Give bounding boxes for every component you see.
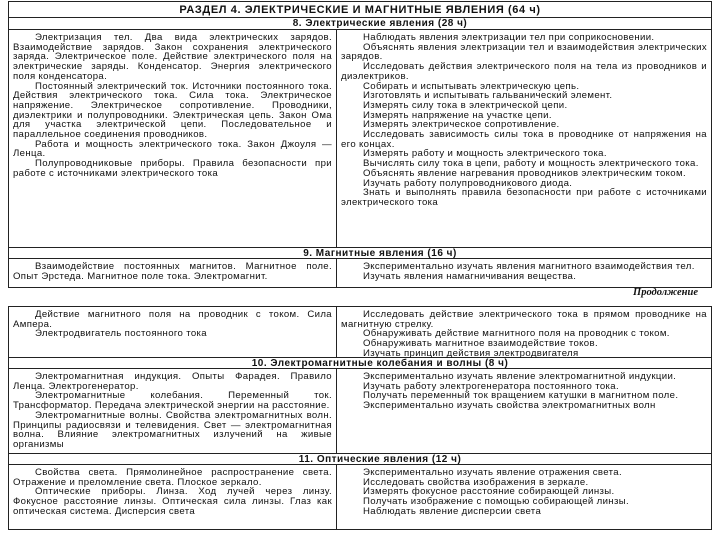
paragraph: Изучать принцип действия электродвигателя	[363, 347, 579, 359]
paragraph: Действие магнитного поля на проводник с током. Сила Ампера.	[13, 309, 332, 330]
topic-11-row	[9, 465, 711, 529]
continuation-label: Продолжение	[633, 287, 698, 298]
paragraph: Измерять фокусное расстояние собирающей линзы.	[363, 486, 615, 498]
paragraph: Наблюдать явление дисперсии света	[363, 505, 542, 517]
paragraph: Изучать работу электрогенератора постоянного тока.	[363, 380, 619, 392]
paragraph: Изучать явления намагничивания вещества.	[363, 270, 577, 282]
paragraph: Электризация тел. Два вида электрических зарядов. Взаимодействие зарядов. Закон сохранения электрического заряда. Электрическое поле. Действие электрического поля на электрические заряды. Конденсатор. Энергия электрического поля конденсатора.	[13, 32, 332, 82]
content-column	[9, 259, 337, 287]
topic-10-row	[9, 369, 711, 453]
paragraph: Электромагнитная индукция. Опыты Фарадея. Правило Ленца. Электрогенератор.	[13, 371, 332, 392]
topic-9-row	[9, 259, 711, 287]
paragraph: Получать переменный ток вращением катушки в магнитном поле.	[363, 390, 679, 402]
paragraph: Исследовать действия электрического поля на тела из проводников и диэлектриков.	[341, 61, 707, 82]
paragraph: Обнаруживать действие магнитного поля на проводник с током.	[363, 328, 670, 340]
paragraph: Наблюдать явления электризации тел при соприкосновении.	[363, 32, 655, 43]
paragraph: Объяснять явление нагревания проводников электрическим током.	[363, 167, 686, 179]
paragraph: Вычислять силу тока в цепи, работу и мощность электрического тока.	[363, 158, 699, 170]
topic-8-header: 8. Электрические явления (28 ч)	[9, 18, 711, 30]
paragraph: Экспериментально изучать явления магнитного взаимодействия тел.	[363, 261, 695, 272]
paragraph: Оптические приборы. Линза. Ход лучей через линзу. Фокусное расстояние линзы. Оптическая сила линзы. Глаз как оптическая система. Дисперсия света	[13, 486, 332, 517]
content-column	[9, 307, 337, 357]
paragraph: Знать и выполнять правила безопасности при работе с источниками электрического тока	[341, 187, 707, 208]
paragraph: Измерять работу и мощность электрического тока.	[363, 148, 607, 160]
paragraph: Исследовать зависимость силы тока в проводнике от напряжения на его концах.	[341, 129, 707, 150]
table-part-2	[8, 306, 712, 530]
paragraph: Измерять напряжение на участке цепи.	[363, 109, 552, 121]
activities-column	[337, 369, 711, 453]
paragraph: Экспериментально изучать свойства электромагнитных волн	[363, 400, 656, 412]
paragraph: Свойства света. Прямолинейное распространение света. Отражение и преломление света. Плоское зеркало.	[13, 467, 332, 488]
paragraph: Экспериментально изучать явление отражения света.	[363, 467, 622, 478]
content-column	[9, 465, 337, 529]
content-column	[9, 369, 337, 453]
paragraph: Получать изображение с помощью собирающей линзы.	[363, 496, 629, 508]
activities-column	[337, 307, 711, 357]
paragraph: Взаимодействие постоянных магнитов. Магнитное поле. Опыт Эрстеда. Магнитное поле тока. Электромагнит.	[13, 261, 332, 282]
paragraph: Обнаруживать магнитное взаимодействие токов.	[363, 338, 598, 350]
paragraph: Электромагнитные колебания. Переменный ток. Трансформатор. Передача электрической энергии на расстояние.	[13, 390, 332, 412]
paragraph: Исследовать свойства изображения в зеркале.	[363, 476, 589, 488]
paragraph: Полупроводниковые приборы. Правила безопасности при работе с источниками электрического тока	[13, 158, 332, 179]
topic-10-header: 10. Электромагнитные колебания и волны (8 ч)	[9, 357, 711, 369]
paragraph: Исследовать действие электрического тока в прямом проводнике на магнитную стрелку.	[341, 309, 707, 330]
activities-column	[337, 30, 711, 247]
table-part-1	[8, 1, 712, 288]
paragraph: Электромагнитные волны. Свойства электромагнитных волн. Принципы радиосвязи и телевидения. Свет — электромагнитная волна. Влияние электромагнитных излучений на живые организмы	[13, 409, 332, 450]
topic-9-header: 9. Магнитные явления (16 ч)	[9, 247, 711, 259]
content-column	[9, 30, 337, 247]
paragraph: Измерять электрическое сопротивление.	[363, 119, 560, 131]
topic-9-continued-row	[9, 307, 711, 357]
activities-column	[337, 465, 711, 529]
paragraph: Собирать и испытывать электрическую цепь.	[363, 80, 580, 92]
paragraph: Электродвигатель постоянного тока	[35, 328, 207, 340]
topic-8-row	[9, 30, 711, 247]
section-title: РАЗДЕЛ 4. ЭЛЕКТРИЧЕСКИЕ И МАГНИТНЫЕ ЯВЛЕНИЯ (64 ч)	[9, 2, 711, 18]
activities-column	[337, 259, 711, 287]
paragraph: Работа и мощность электрического тока. Закон Джоуля — Ленца.	[13, 138, 332, 160]
paragraph: Измерять силу тока в электрической цепи.	[363, 99, 568, 111]
paragraph: Объяснять явления электризации тел и взаимодействия электрических зарядов.	[341, 41, 707, 63]
paragraph: Изучать работу полупроводникового диода.	[363, 177, 573, 189]
paragraph: Изготовлять и испытывать гальванический элемент.	[363, 90, 613, 102]
topic-11-header: 11. Оптические явления (12 ч)	[9, 453, 711, 465]
paragraph: Постоянный электрический ток. Источники постоянного тока. Действия электрического тока. Сила тока. Электрическое напряжение. Электрическое сопротивление. Проводники, диэлектрики и полупроводники. Электрическая цепь. Закон Ома для участка электрической цепи. Последовательное и параллельное соединения проводников.	[13, 80, 332, 141]
paragraph: Экспериментально изучать явление электромагнитной индукции.	[363, 371, 677, 382]
